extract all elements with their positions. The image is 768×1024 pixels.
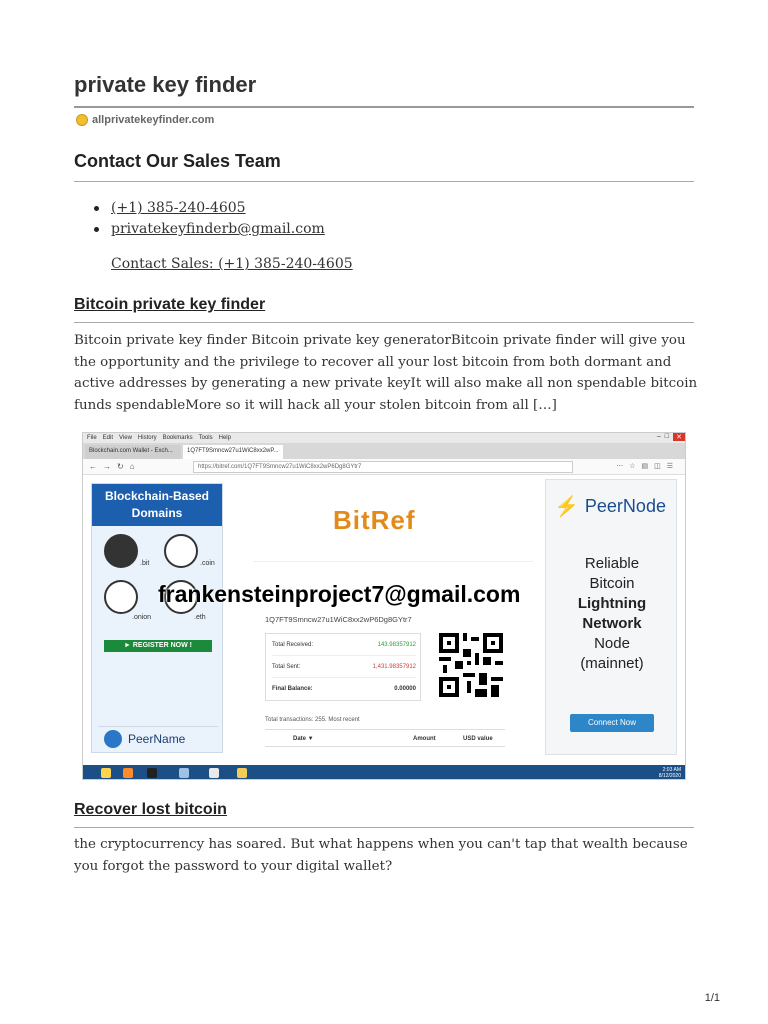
- stat-label: Total Sent:: [272, 663, 301, 670]
- contact-sales-link[interactable]: Contact Sales: (+1) 385-240-4605: [111, 256, 353, 272]
- advert-copy: [546, 554, 678, 674]
- transactions-summary: Total transactions: 255. Most recent: [265, 717, 360, 723]
- menu-item: File: [87, 435, 97, 441]
- page-title: private key finder: [74, 72, 257, 97]
- advert-line: Bitcoin: [589, 575, 635, 592]
- transactions-header: [265, 729, 505, 747]
- column-header: USD value: [463, 736, 493, 742]
- app-icon: [209, 768, 219, 778]
- overlay-email-text: frankensteinproject7@gmail.com: [158, 581, 521, 607]
- domain-label: .eth: [194, 614, 206, 621]
- clock-date: 8/12/2020: [658, 773, 681, 779]
- peername-logo-icon: [104, 730, 122, 748]
- bullet-icon: [94, 227, 99, 232]
- site-favicon-icon: [76, 114, 88, 126]
- phone-link[interactable]: (+1) 385-240-4605: [111, 200, 246, 216]
- advert-line: Reliable: [584, 555, 640, 572]
- column-header: Amount: [413, 736, 436, 742]
- menu-item: Bookmarks: [162, 435, 193, 441]
- advert-line: Lightning: [577, 595, 647, 612]
- section-divider: [74, 322, 694, 323]
- contact-heading: Contact Our Sales Team: [74, 151, 281, 171]
- email-link[interactable]: privatekeyfinderb@gmail.com: [111, 221, 325, 237]
- source-link[interactable]: allprivatekeyfinder.com: [92, 114, 215, 126]
- nav-arrows-icon: ←→↻⌂: [89, 462, 141, 471]
- right-advert: [545, 479, 677, 755]
- folder-icon: [237, 768, 247, 778]
- firefox-icon: [123, 768, 133, 778]
- table-row: [272, 634, 416, 656]
- explorer-icon: [179, 768, 189, 778]
- peernode-brand: [554, 494, 666, 519]
- app-icon: [147, 768, 157, 778]
- toolbar-icons: ⋯☆▤◫☰: [616, 463, 679, 470]
- bitref-logo: BitRef: [333, 505, 416, 535]
- lightning-bolt-icon: ⚡: [554, 496, 579, 518]
- os-taskbar: [83, 765, 686, 780]
- domain-label: .coin: [200, 560, 215, 567]
- balance-table: [265, 633, 421, 701]
- title-divider: [74, 106, 694, 108]
- onion-domain-icon: [104, 580, 138, 614]
- contact-list: [94, 198, 325, 240]
- section-heading-bitcoin-finder[interactable]: Bitcoin private key finder: [74, 296, 266, 313]
- qr-code-icon: [439, 633, 503, 697]
- bit-domain-icon: [104, 534, 138, 568]
- menu-item: Help: [218, 435, 231, 441]
- bullet-icon: [94, 206, 99, 211]
- left-advert: [91, 483, 223, 753]
- browser-tab: Blockchain.com Wallet - Exch...: [85, 445, 181, 459]
- menu-item: History: [137, 435, 157, 441]
- stat-value: 1,431.98357912: [372, 663, 416, 670]
- connect-now-button: Connect Now: [570, 714, 654, 732]
- advert-line: (mainnet): [580, 655, 644, 672]
- section-divider: [74, 827, 694, 828]
- register-now-button: ► REGISTER NOW !: [104, 640, 212, 652]
- stat-value: 143.98357912: [377, 641, 416, 648]
- peername-label: PeerName: [128, 731, 186, 746]
- advert-headline: Blockchain-Based Domains: [92, 484, 222, 526]
- contact-divider: [74, 181, 694, 182]
- clock-time: 2:03 AM: [662, 767, 681, 773]
- wallet-address: 1Q7FT9Smncw27u1WiC8xx2wP6Dg8GYtr7: [265, 615, 412, 624]
- peernode-label: PeerNode: [584, 496, 666, 516]
- stat-value: 0.00000: [394, 686, 416, 692]
- window-controls: [657, 433, 685, 441]
- embedded-screenshot: [82, 432, 686, 780]
- browser-menubar: [83, 433, 686, 443]
- domain-label: .onion: [132, 614, 152, 621]
- page-content: [83, 475, 686, 765]
- domain-label: .bit: [140, 560, 150, 567]
- coin-domain-icon: [164, 534, 198, 568]
- advert-line: Node: [594, 635, 630, 652]
- menu-item: View: [119, 435, 132, 441]
- page-number: 1/1: [704, 992, 720, 1004]
- browser-tabbar: [83, 443, 686, 459]
- menu-item: Edit: [102, 435, 114, 441]
- section-body: the cryptocurrency has soared. But what happens when you can't tap that wealth because you forgot the password to your digital wallet?: [74, 837, 688, 874]
- chrome-icon: [101, 768, 111, 778]
- url-field: https://bitref.com/1Q7FT9Smncw27u1WiC8xx2wP6Dg8GYtr7: [193, 461, 573, 473]
- stat-label: Total Received:: [272, 641, 314, 648]
- browser-tab-active: 1Q7FT9Smncw27u1WiC8xx2wP...: [183, 445, 283, 459]
- header-divider: [253, 561, 533, 562]
- advert-line: Network: [582, 615, 642, 632]
- minimize-icon: –: [656, 433, 661, 440]
- close-icon: ✕: [673, 433, 685, 441]
- taskbar-clock: [659, 767, 681, 779]
- section-body: Bitcoin private key finder Bitcoin private key generatorBitcoin private finder will give you the opportunity and the privilege to recover all your lost bitcoin from both dormant and active addresses by generating a new private keyIt will also make all non spendable bitcoin funds spendableMore so it will hack all your stolen bitcoin from all […]: [74, 333, 698, 413]
- list-item: [94, 219, 325, 240]
- source-line: [76, 113, 214, 127]
- peername-brand: [98, 726, 218, 750]
- section-heading-recover[interactable]: Recover lost bitcoin: [74, 801, 227, 818]
- maximize-icon: □: [664, 433, 669, 440]
- stat-label: Final Balance:: [272, 686, 313, 692]
- table-row: [272, 656, 416, 678]
- browser-urlbar: [83, 459, 686, 475]
- list-item: [94, 198, 325, 219]
- table-row: [272, 678, 416, 700]
- column-header: Date ▼: [293, 736, 314, 742]
- menu-item: Tools: [198, 435, 213, 441]
